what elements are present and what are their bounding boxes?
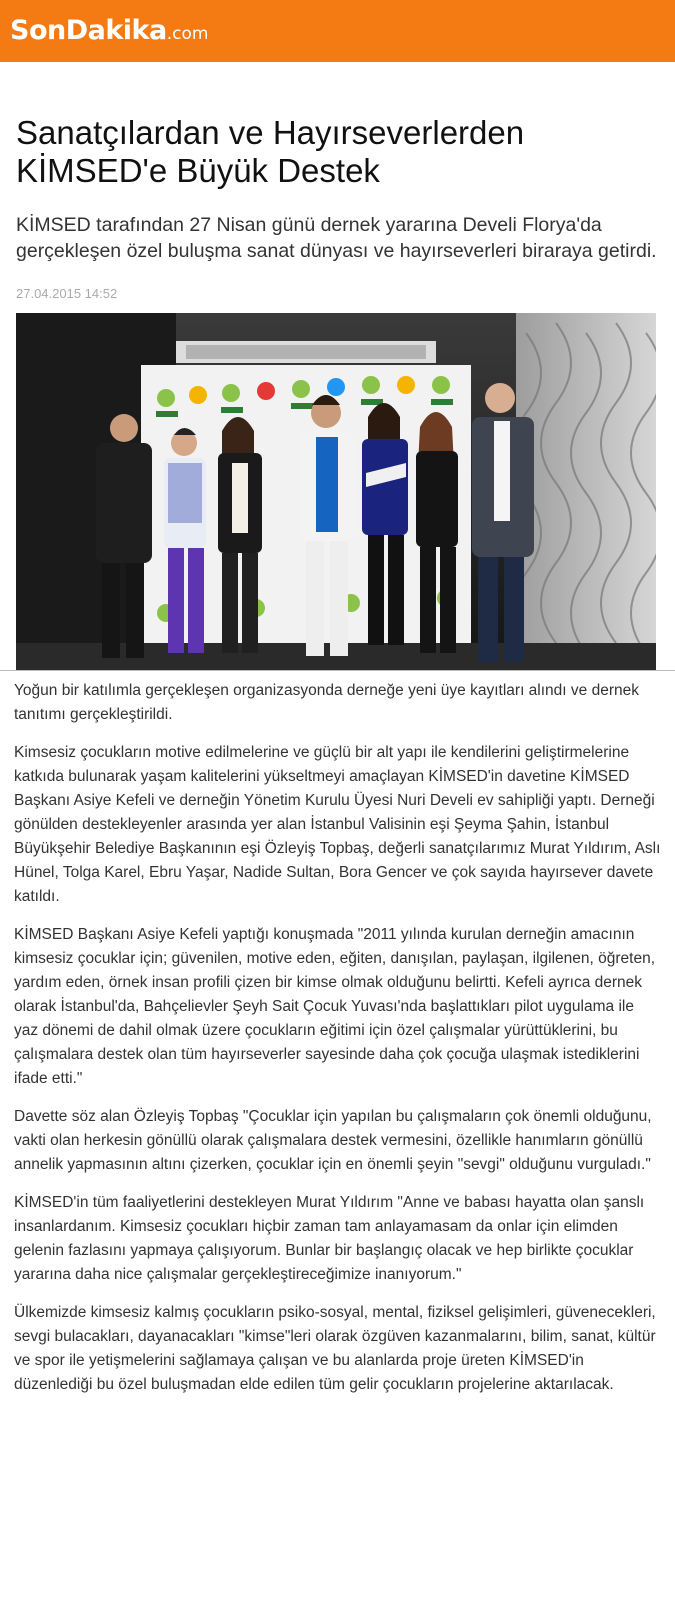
article-paragraph: KİMSED Başkanı Asiye Kefeli yaptığı konuşmada "2011 yılında kurulan derneğin amacının kimsesiz çocuklar için; güvenilen, motive eden, eğiten, danışılan, paylaşan, ilgilenen, öğreten, yardım eden, örnek insan profili çizen bir kimse olmak olduğunu belirtti. Kefeli ayrıca dernek olarak İstanbul'da, Bahçelievler Şeyh Sait Çocuk Yuvası'nda başlattıkları pilot uygulama ile yaz dönemi de dahil olmak üzere çocukların eğitimi için özel çalışmalar yürüttüklerini, bu çalışmalara destek olan tüm hayırseverler sayesinde daha çok çocuğa ulaşmak istediklerini ifade etti."	[14, 926, 656, 1087]
section-divider	[0, 670, 675, 671]
site-header	[0, 0, 675, 62]
site-logo[interactable]	[10, 16, 208, 49]
article-date: 27.04.2015 14:52	[16, 286, 118, 301]
logo-suffix: .com	[166, 24, 209, 44]
article-photo	[16, 313, 656, 670]
article-paragraph: Davette söz alan Özleyiş Topbaş "Çocuklar için yapılan bu çalışmaların çok önemli olduğunu, vakti olan herkesin gönüllü olarak çalışmalara destek vermesini, özellikle hanımların gönüllü annelik yapmasının altını çizerken, çocuklar için en önemli şeyin "sevgi" olduğunu vurguladı."	[14, 1108, 652, 1173]
article-paragraph: KİMSED'in tüm faaliyetlerini destekleyen Murat Yıldırım "Anne ve babası hayatta olan şanslı insanlardanım. Kimsesiz çocukları hiçbir zaman tam anlayamasam da onlar için elimden gelenin fazlasını yapmaya çalışıyorum. Bunlar bir başlangıç olacak ve hep birlikte çocuklar yararına daha nice çalışmalar gerçekleştireceğimize inanıyorum."	[14, 1194, 645, 1283]
event-photo-illustration	[16, 313, 656, 670]
article-lead: KİMSED tarafından 27 Nisan günü dernek yararına Develi Florya'da gerçekleşen özel buluşma sanat dünyası ve hayırseverleri biraraya getirdi.	[16, 214, 657, 262]
article-paragraph: Yoğun bir katılımla gerçekleşen organizasyonda derneğe yeni üye kayıtları alındı ve dernek tanıtımı gerçekleştirildi.	[14, 682, 639, 723]
article-paragraph: Ülkemizde kimsesiz kalmış çocukların psiko-sosyal, mental, fiziksel gelişimleri, güvenecekleri, sevgi bulacakları, dayanacakları "kimse"leri olarak özgüven kazanmalarını, bilim, sanat, kültür ve spor ile yetişmelerini sağlamaya çalışan ve bu alanlarda proje üreten KİMSED'in düzenlediği bu özel buluşmadan elde edilen tüm gelir çocukların projelerine aktarılacak.	[14, 1304, 656, 1393]
logo-main: SonDakika	[10, 15, 167, 46]
article-title: Sanatçılardan ve Hayırseverlerden KİMSED'e Büyük Destek	[16, 114, 525, 189]
article-paragraph: Kimsesiz çocukların motive edilmelerine ve güçlü bir alt yapı ile kendilerini geliştirmelerine katkıda bulunarak yaşam kalitelerini yükseltmeyi amaçlayan KİMSED'in davetine KİMSED Başkanı Asiye Kefeli ve derneğin Yönetim Kurulu Üyesi Nuri Develi ev sahipliği yaptı. Derneği gönülden destekleyenler arasında yer alan İstanbul Valisinin eşi Şeyma Şahin, İstanbul Büyükşehir Belediye Başkanının eşi Özleyiş Topbaş, değerli sanatçılarımız Murat Yıldırım, Aslı Hünel, Tolga Karel, Ebru Yaşar, Nadide Sultan, Bora Gencer ve çok sayıda hayırsever davete katıldı.	[14, 744, 661, 905]
article-body	[14, 679, 661, 1397]
